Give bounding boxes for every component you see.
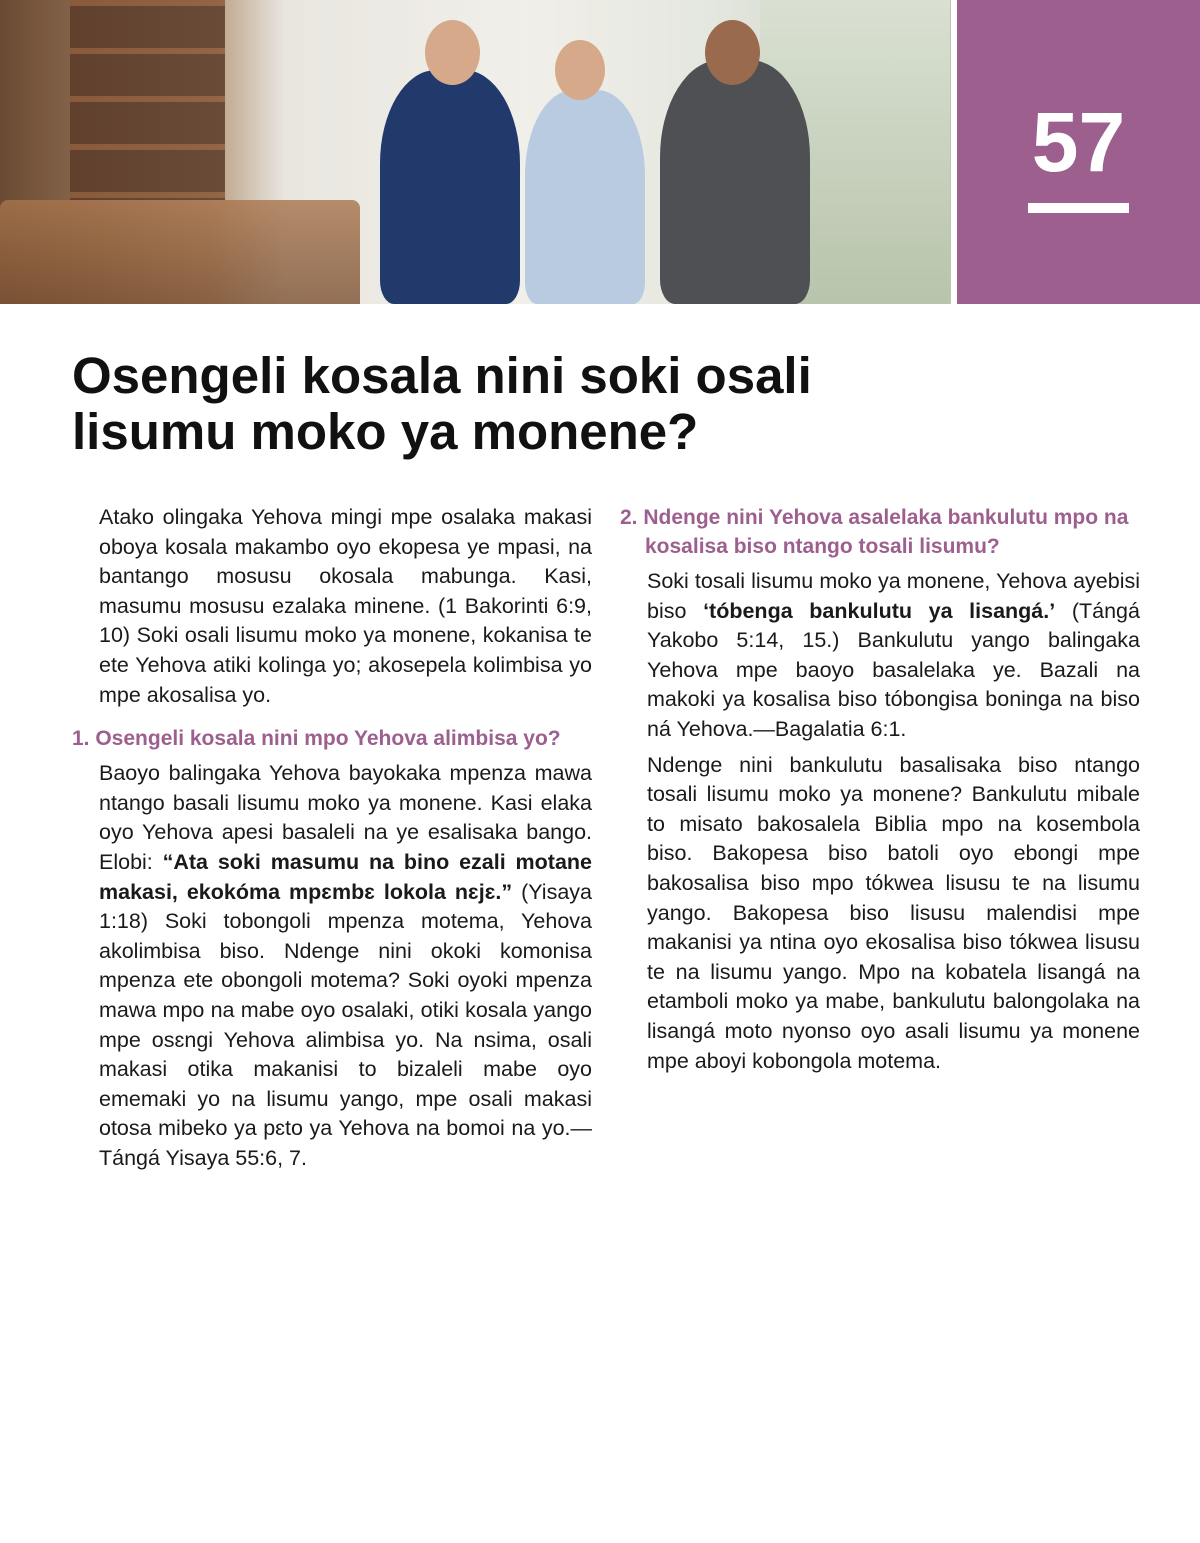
section-1-heading: 1. Osengeli kosala nini mpo Yehova alimbisa yo? xyxy=(72,727,561,751)
text: Baoyo balingaka Yehova bayokaka mpenza mawa ntango basali lisumu moko ya monene. Kasi elaka oyo Yehova apesi basaleli na ye esalisaka bango. Elobi: xyxy=(99,761,592,874)
section-2-paragraph-2: Ndenge nini bankulutu basalisaka biso ntango tosali lisumu moko ya monene? Bankulutu mibale to misato bakosalela Biblia mpo na kosembola biso. Bakopesa biso batoli oyo ebongi mpe bakosalisa biso mpo tókwea lisusu te na lisumu yango. Bakopesa biso lisusu malendisi mpe makanisi ya ntina oyo ekosalisa biso tókwea lisusu te na lisumu yango. Mpo na kobatela lisangá na etamboli moko ya mabe, bankulutu balongolaka na lisangá moto nyonso oyo asali lisumu ya monene mpe aboyi kobongola motema. xyxy=(647,752,1140,1073)
section-2-paragraph-1 xyxy=(647,567,1140,745)
lesson-number: 57 xyxy=(1031,95,1126,189)
head-center xyxy=(555,40,605,100)
head-left xyxy=(425,20,480,85)
text: (Tángá Yakobo 5:14, 15.) Bankulutu yango balingaka Yehova mpe baoyo basalelaka ye. Bazali na makoki ya kosalisa biso tóbongisa boninga na biso ná Yehova.—Bagalatia 6:1. xyxy=(647,598,1140,741)
lesson-badge xyxy=(957,0,1200,304)
section-1-paragraph xyxy=(99,759,592,1173)
page-title: Osengeli kosala nini soki osali lisumu moko ya monene? xyxy=(72,347,812,460)
chair xyxy=(0,200,360,304)
person-center xyxy=(525,90,645,304)
text: (Yisaya 1:18) Soki tobongoli mpenza motema, Yehova akolimbisa biso. Ndenge nini okoki komonisa mpenza ete obongoli motema? Soki oyoki mpenza mawa mpo na mabe oyo osalaki, otiki kosala yango mpe osɛngi Yehova alimbisa yo. Na nsima, osali makasi otika makanisi to bizaleli mabe oyo ememaki yo na lisumu yango, mpe osali makasi otosa mibeko ya pɛto ya Yehova na bomoi na yo.—Tángá Yisaya 55:6, 7. xyxy=(99,879,592,1170)
text: Soki tosali lisumu moko ya monene, Yehova ayebisi biso xyxy=(647,569,1140,623)
right-column xyxy=(620,503,1140,1082)
header-photo xyxy=(0,0,951,304)
bold-quote: ‘tóbenga bankulutu ya lisangá.’ xyxy=(703,598,1056,623)
bookshelf xyxy=(70,0,225,200)
section-2-heading: 2. Ndenge nini Yehova asalelaka bankulutu mpo na kosalisa biso ntango tosali lisumu? xyxy=(620,506,1129,558)
bold-quote: “Ata soki masumu na bino ezali motane makasi, ekokóma mpɛmbɛ lokola nɛjɛ.” xyxy=(99,849,592,904)
person-right xyxy=(660,60,810,304)
head-right xyxy=(705,20,760,85)
left-column xyxy=(72,503,592,1179)
lesson-underline xyxy=(1028,203,1129,213)
intro-paragraph: Atako olingaka Yehova mingi mpe osalaka makasi oboya kosala makambo oyo ekopesa ye mpasi, na bantango mosusu okosala mabunga. Kasi, masumu mosusu ezalaka minene. (1 Bakorinti 6:9, 10) Soki osali lisumu moko ya monene, kokanisa te ete Yehova atiki kolinga yo; akosepela kolimbisa yo mpe akosalisa yo. xyxy=(99,505,592,707)
person-left xyxy=(380,70,520,304)
